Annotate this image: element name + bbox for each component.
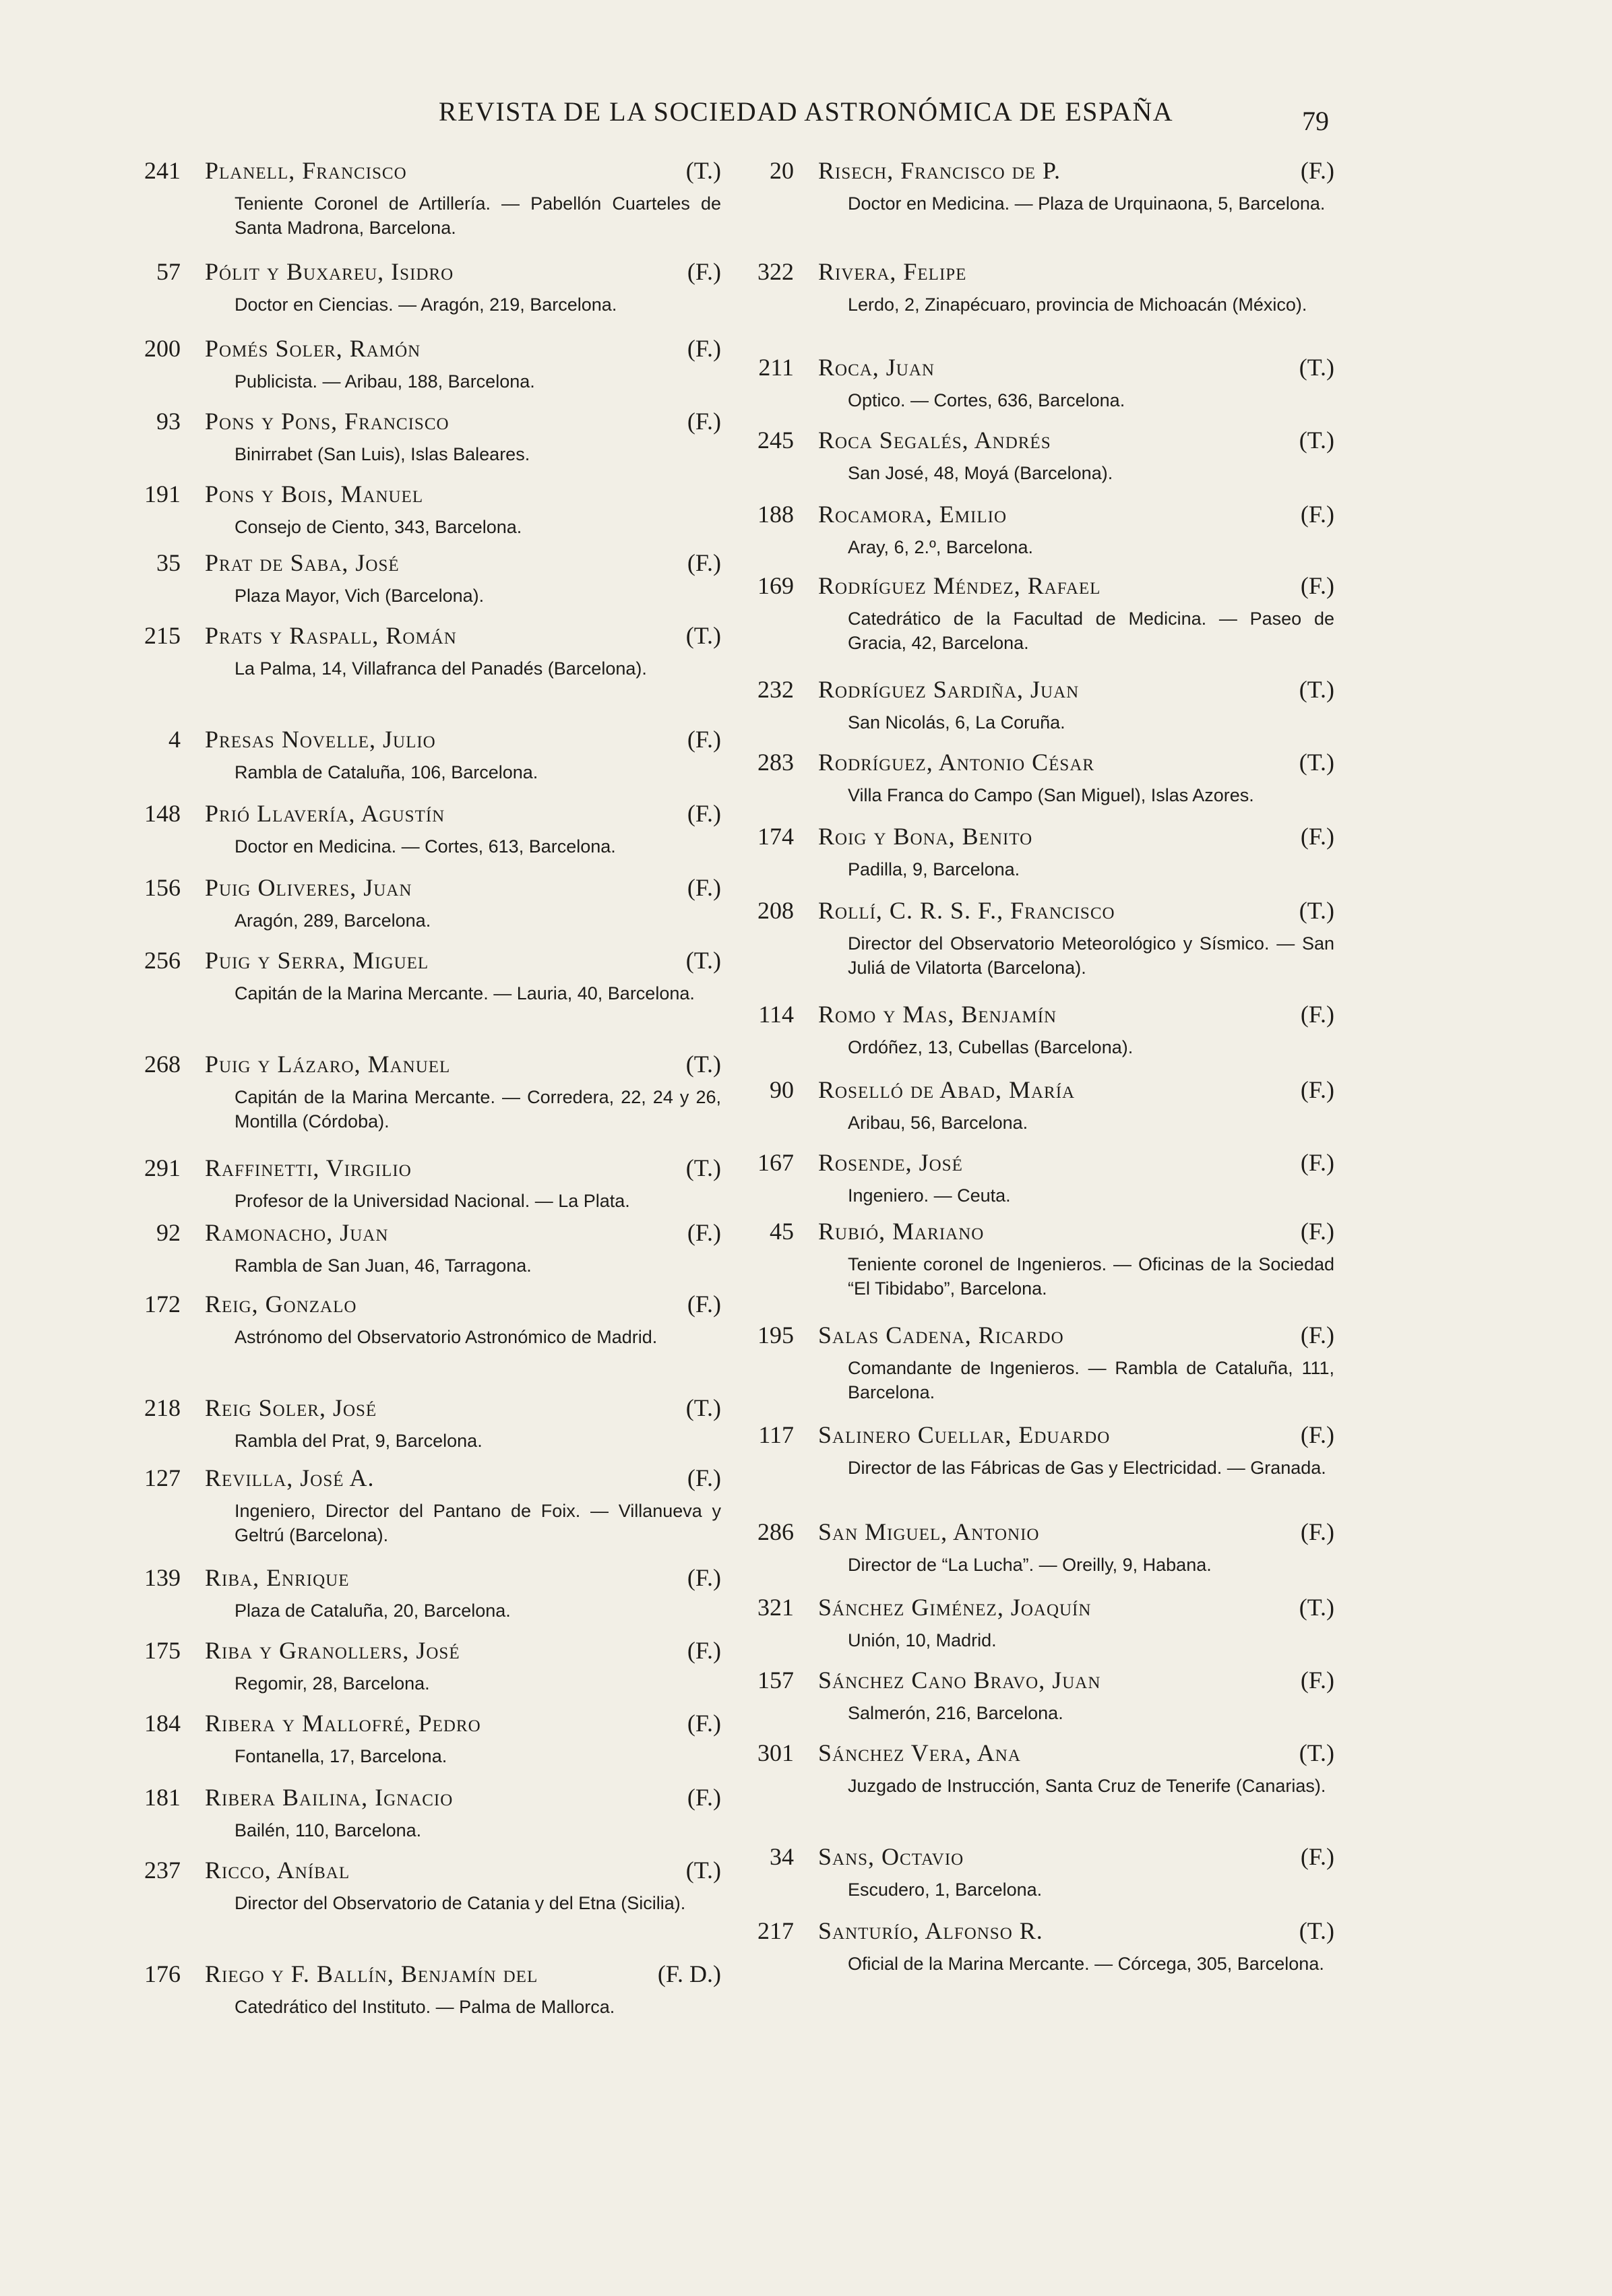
member-name: Ribera Bailina, Ignacio [205, 1784, 454, 1811]
member-class: (F.) [687, 1219, 721, 1246]
member-number: 139 [144, 1564, 181, 1591]
member-number: 256 [144, 947, 181, 974]
member-number: 211 [758, 354, 794, 381]
member-number: 184 [144, 1710, 181, 1737]
member-description: Comandante de Ingenieros. — Rambla de Cataluña, 111, Barcelona. [848, 1358, 1334, 1402]
member-name: Ricco, Aníbal [205, 1857, 350, 1884]
member-description: Teniente Coronel de Artillería. — Pabellón Cuarteles de Santa Madrona, Barcelona. [235, 193, 721, 238]
running-header [0, 96, 1612, 136]
member-name: Rodríguez Sardiña, Juan [818, 676, 1080, 703]
member-name: Presas Novelle, Julio [205, 726, 436, 753]
member-class: (T.) [685, 1154, 721, 1181]
member-class: (F.) [687, 549, 721, 576]
member-number: 215 [144, 622, 181, 649]
member-description: Escudero, 1, Barcelona. [848, 1880, 1043, 1900]
member-description: Doctor en Medicina. — Plaza de Urquinaona, 5, Barcelona. [848, 193, 1326, 214]
member-name: Puig Oliveres, Juan [205, 874, 412, 901]
member-class: (F.) [1300, 1518, 1334, 1545]
member-number: 45 [770, 1218, 794, 1245]
member-description: Plaza Mayor, Vich (Barcelona). [235, 586, 485, 606]
member-description: Regomir, 28, Barcelona. [235, 1673, 430, 1694]
member-number: 321 [757, 1594, 794, 1621]
member-description: Villa Franca do Campo (San Miguel), Islas Azores. [848, 785, 1254, 805]
member-number: 291 [144, 1154, 181, 1181]
member-description: Rambla del Prat, 9, Barcelona. [235, 1431, 483, 1451]
member-class: (F.) [687, 1291, 721, 1317]
member-description: Teniente coronel de Ingenieros. — Oficinas de la Sociedad “El Tibidabo”, Barcelona. [848, 1254, 1334, 1299]
member-name: Reig, Gonzalo [205, 1291, 357, 1317]
member-number: 93 [156, 408, 181, 435]
member-name: Riego y F. Ballín, Benjamín del [205, 1960, 538, 1987]
member-name: Prats y Raspall, Román [205, 622, 457, 649]
member-description: Director del Observatorio Meteorológico y Sísmico. — San Juliá de Vilatorta (Barcelona). [848, 933, 1334, 978]
member-number: 157 [757, 1667, 794, 1694]
member-description: Plaza de Cataluña, 20, Barcelona. [235, 1601, 511, 1621]
member-class: (T.) [1299, 676, 1334, 703]
member-number: 127 [144, 1464, 181, 1491]
member-name: Rollí, C. R. S. F., Francisco [818, 897, 1115, 924]
member-name: Raffinetti, Virgilio [205, 1154, 412, 1181]
member-description: Consejo de Ciento, 343, Barcelona. [235, 517, 522, 537]
member-number: 283 [757, 749, 794, 776]
member-number: 217 [757, 1917, 794, 1944]
member-number: 156 [144, 874, 181, 901]
member-class: (F.) [687, 335, 721, 362]
member-name: Rocamora, Emilio [818, 501, 1008, 528]
member-number: 117 [758, 1421, 794, 1448]
member-description: Aray, 6, 2.º, Barcelona. [848, 537, 1033, 557]
member-number: 181 [144, 1784, 181, 1811]
member-name: Sánchez Giménez, Joaquín [818, 1594, 1092, 1621]
member-description: Publicista. — Aribau, 188, Barcelona. [235, 371, 535, 392]
member-description: Astrónomo del Observatorio Astronómico de Madrid. [235, 1327, 658, 1347]
member-description: Profesor de la Universidad Nacional. — La Plata. [235, 1191, 630, 1211]
member-class: (F.) [1300, 1421, 1334, 1448]
member-description: Rambla de Cataluña, 106, Barcelona. [235, 762, 538, 782]
member-class: (T.) [685, 947, 721, 974]
member-description: Juzgado de Instrucción, Santa Cruz de Tenerife (Canarias). [848, 1776, 1326, 1796]
member-name: Rosende, José [818, 1149, 963, 1176]
member-class: (T.) [1299, 1917, 1334, 1944]
member-number: 286 [757, 1518, 794, 1545]
member-class: (F.) [687, 800, 721, 827]
member-name: Salinero Cuellar, Eduardo [818, 1421, 1111, 1448]
member-class: (F.) [687, 1637, 721, 1664]
member-class: (F.) [1300, 1001, 1334, 1028]
member-class: (F.) [1300, 1149, 1334, 1176]
member-class: (F.) [1300, 157, 1334, 184]
member-description: Lerdo, 2, Zinapécuaro, provincia de Michoacán (México). [848, 294, 1307, 315]
member-name: Ribera y Mallofré, Pedro [205, 1710, 481, 1737]
member-class: (F.) [1300, 1843, 1334, 1870]
member-description: Director de las Fábricas de Gas y Electricidad. — Granada. [848, 1458, 1326, 1478]
member-number: 34 [770, 1843, 794, 1870]
member-number: 57 [156, 258, 181, 285]
member-description: Ingeniero. — Ceuta. [848, 1185, 1011, 1206]
member-description: Padilla, 9, Barcelona. [848, 859, 1020, 879]
member-name: Roselló de Abad, María [818, 1076, 1076, 1103]
member-class: (F.) [687, 408, 721, 435]
member-class: (F.) [687, 1464, 721, 1491]
member-name: Pomés Soler, Ramón [205, 335, 421, 362]
member-class: (T.) [1299, 1594, 1334, 1621]
member-class: (F.) [687, 1784, 721, 1811]
member-name: Rodríguez Méndez, Rafael [818, 572, 1101, 599]
member-number: 232 [757, 676, 794, 703]
member-description: Binirrabet (San Luis), Islas Baleares. [235, 444, 530, 464]
member-class: (F.) [687, 726, 721, 753]
member-name: Sánchez Cano Bravo, Juan [818, 1667, 1101, 1694]
member-class: (F.) [1300, 1076, 1334, 1103]
member-class: (T.) [1299, 749, 1334, 776]
member-class: (T.) [1299, 354, 1334, 381]
member-number: 114 [758, 1001, 794, 1028]
member-description: Oficial de la Marina Mercante. — Córcega, 305, Barcelona. [848, 1954, 1324, 1974]
member-name: Riba, Enrique [205, 1564, 350, 1591]
member-description: Director del Observatorio de Catania y del Etna (Sicilia). [235, 1893, 686, 1913]
member-number: 322 [757, 258, 794, 285]
member-number: 301 [757, 1739, 794, 1766]
member-class: (F.) [1300, 1218, 1334, 1245]
member-class: (T.) [1299, 427, 1334, 454]
member-class: (T.) [685, 157, 721, 184]
member-name: Puig y Serra, Miguel [205, 947, 429, 974]
member-number: 200 [144, 335, 181, 362]
member-description: Aragón, 289, Barcelona. [235, 910, 431, 931]
member-name: Rubió, Mariano [818, 1218, 985, 1245]
member-number: 176 [144, 1960, 181, 1987]
member-name: Puig y Lázaro, Manuel [205, 1051, 451, 1078]
member-name: Roca Segalés, Andrés [818, 427, 1051, 454]
member-name: Roca, Juan [818, 354, 935, 381]
member-description: San José, 48, Moyá (Barcelona). [848, 463, 1113, 483]
member-class: (F.) [687, 874, 721, 901]
member-description: Catedrático de la Facultad de Medicina. — Paseo de Gracia, 42, Barcelona. [848, 609, 1334, 653]
member-name: Santurío, Alfonso R. [818, 1917, 1043, 1944]
member-name: Revilla, José A. [205, 1464, 375, 1491]
member-class: (F.) [1300, 1322, 1334, 1348]
member-class: (F.) [1300, 501, 1334, 528]
member-name: Pólit y Buxareu, Isidro [205, 258, 454, 285]
member-name: Sans, Octavio [818, 1843, 964, 1870]
member-class: (T.) [1299, 1739, 1334, 1766]
member-number: 20 [770, 157, 794, 184]
member-class: (F.) [687, 1564, 721, 1591]
member-number: 174 [757, 823, 794, 850]
page-number: 79 [1302, 106, 1329, 136]
member-name: Reig Soler, José [205, 1394, 377, 1421]
member-number: 148 [144, 800, 181, 827]
member-name: Riba y Granollers, José [205, 1637, 460, 1664]
member-number: 245 [757, 427, 794, 454]
journal-title: REVISTA DE LA SOCIEDAD ASTRONÓMICA DE ESPAÑA [438, 96, 1174, 127]
member-number: 92 [156, 1219, 181, 1246]
member-name: Prió Llavería, Agustín [205, 800, 445, 827]
member-description: Ingeniero, Director del Pantano de Foix. — Villanueva y Geltrú (Barcelona). [235, 1501, 721, 1545]
member-number: 35 [156, 549, 181, 576]
member-number: 191 [144, 480, 181, 507]
member-number: 90 [770, 1076, 794, 1103]
member-class: (F.) [1300, 823, 1334, 850]
member-name: Rivera, Felipe [818, 258, 967, 285]
member-description: Salmerón, 216, Barcelona. [848, 1703, 1063, 1723]
member-class: (F.) [687, 258, 721, 285]
member-description: Doctor en Medicina. — Cortes, 613, Barcelona. [235, 836, 616, 857]
member-number: 175 [144, 1637, 181, 1664]
member-name: Risech, Francisco de P. [818, 157, 1061, 184]
member-description: Bailén, 110, Barcelona. [235, 1820, 422, 1840]
member-description: Unión, 10, Madrid. [848, 1630, 997, 1650]
member-number: 167 [757, 1149, 794, 1176]
member-class: (F.) [1300, 1667, 1334, 1694]
member-number: 169 [757, 572, 794, 599]
member-name: Pons y Bois, Manuel [205, 480, 424, 507]
member-description: Capitán de la Marina Mercante. — Lauria, 40, Barcelona. [235, 983, 695, 1003]
member-description: Catedrático del Instituto. — Palma de Mallorca. [235, 1997, 615, 2017]
member-number: 241 [144, 157, 181, 184]
member-name: Prat de Saba, José [205, 549, 400, 576]
member-class: (T.) [685, 1051, 721, 1078]
member-class: (T.) [685, 1857, 721, 1884]
member-number: 237 [144, 1857, 181, 1884]
member-name: Rodríguez, Antonio César [818, 749, 1095, 776]
member-name: San Miguel, Antonio [818, 1518, 1040, 1545]
member-name: Salas Cadena, Ricardo [818, 1322, 1064, 1348]
member-description: Rambla de San Juan, 46, Tarragona. [235, 1255, 532, 1276]
member-number: 4 [168, 726, 181, 753]
member-number: 268 [144, 1051, 181, 1078]
member-description: Capitán de la Marina Mercante. — Corredera, 22, 24 y 26, Montilla (Córdoba). [235, 1087, 721, 1131]
member-description: Optico. — Cortes, 636, Barcelona. [848, 390, 1125, 410]
member-name: Ramonacho, Juan [205, 1219, 389, 1246]
member-class: (T.) [1299, 897, 1334, 924]
member-name: Roig y Bona, Benito [818, 823, 1033, 850]
member-description: Aribau, 56, Barcelona. [848, 1113, 1028, 1133]
member-number: 188 [757, 501, 794, 528]
member-number: 208 [757, 897, 794, 924]
member-description: La Palma, 14, Villafranca del Panadés (Barcelona). [235, 658, 647, 679]
member-number: 172 [144, 1291, 181, 1317]
member-name: Sánchez Vera, Ana [818, 1739, 1021, 1766]
member-description: San Nicolás, 6, La Coruña. [848, 712, 1065, 733]
member-description: Doctor en Ciencias. — Aragón, 219, Barcelona. [235, 294, 617, 315]
member-description: Fontanella, 17, Barcelona. [235, 1746, 447, 1766]
member-name: Planell, Francisco [205, 157, 407, 184]
member-name: Pons y Pons, Francisco [205, 408, 450, 435]
member-class: (T.) [685, 1394, 721, 1421]
member-description: Ordóñez, 13, Cubellas (Barcelona). [848, 1037, 1134, 1057]
member-description: Director de “La Lucha”. — Oreilly, 9, Habana. [848, 1555, 1212, 1575]
member-class: (F. D.) [657, 1960, 721, 1987]
member-number: 195 [757, 1322, 794, 1348]
member-class: (F.) [687, 1710, 721, 1737]
member-name: Romo y Mas, Benjamín [818, 1001, 1057, 1028]
member-class: (F.) [1300, 572, 1334, 599]
member-number: 218 [144, 1394, 181, 1421]
member-class: (T.) [685, 622, 721, 649]
